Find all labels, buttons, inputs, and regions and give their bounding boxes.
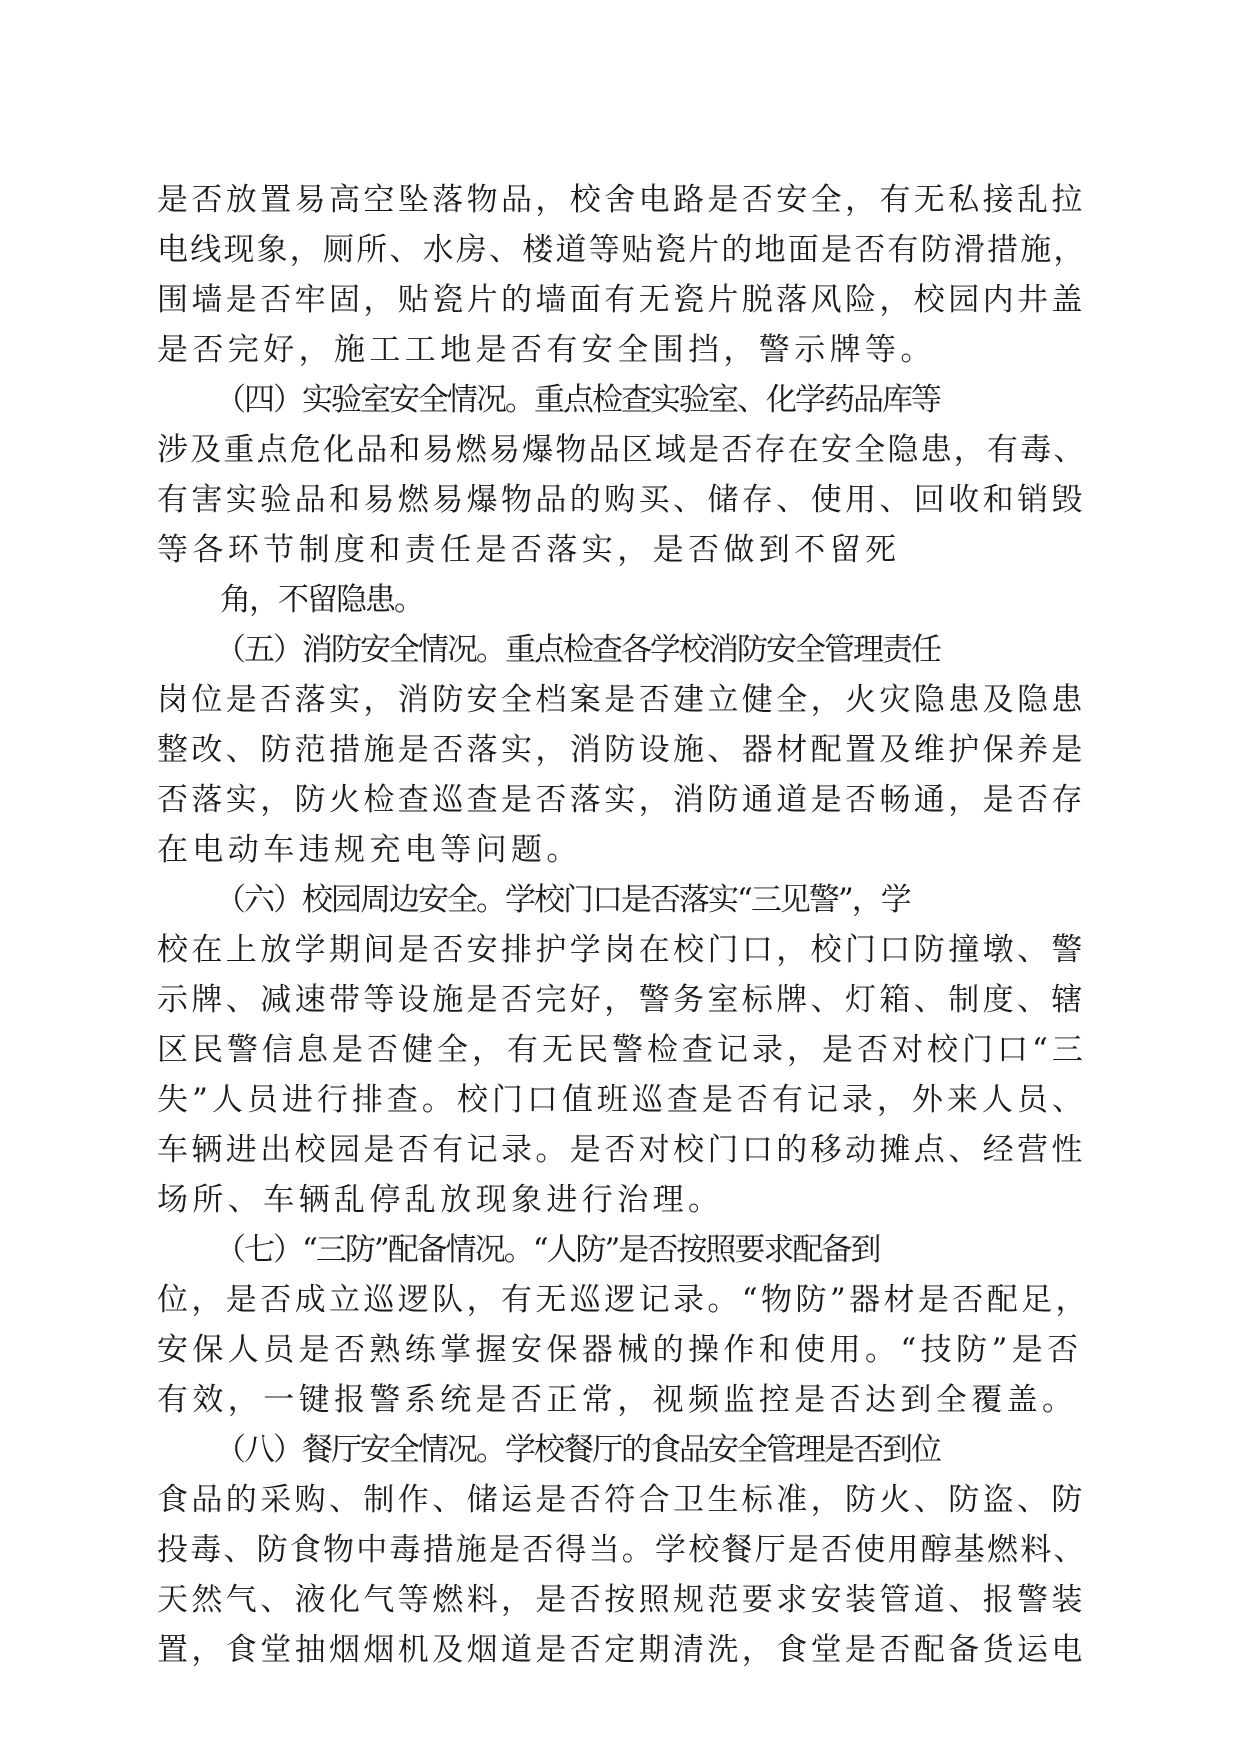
text-line: 围墙是否牢固，贴瓷片的墙面有无瓷片脱落风险，校园内井盖 — [157, 282, 1086, 318]
text-line: 区民警信息是否健全，有无民警检查记录，是否对校门口“三 — [157, 1032, 1087, 1068]
text-line: 是否放置易高空坠落物品，校舍电路是否安全，有无私接乱拉 — [157, 182, 1086, 218]
text-line: 食品的采购、制作、储运是否符合卫生标准，防火、防盗、防 — [157, 1482, 1086, 1518]
text-line: 在电动车违规充电等问题。 — [157, 832, 582, 868]
text-line: 岗位是否落实，消防安全档案是否建立健全，火灾隐患及隐患 — [157, 682, 1086, 718]
section-heading-canteen-safety: （八）餐厅安全情况。学校餐厅的食品安全管理是否到位 — [215, 1432, 940, 1468]
section-heading-fire-safety: （五）消防安全情况。重点检查各学校消防安全管理责任 — [215, 632, 940, 668]
text-line: 涉及重点危化品和易燃易爆物品区域是否存在安全隐患，有毒、 — [157, 432, 1087, 468]
text-line: 校在上放学期间是否安排护学岗在校门口，校门口防撞墩、警 — [157, 932, 1086, 968]
text-line: 整改、防范措施是否落实，消防设施、器材配置及维护保养是 — [157, 732, 1086, 768]
text-line: 是否完好，施工工地是否有安全围挡，警示牌等。 — [157, 332, 936, 368]
text-line: 否落实，防火检查巡查是否落实，消防通道是否畅通，是否存 — [157, 782, 1086, 818]
text-line: 安保人员是否熟练掌握安保器械的操作和使用。“技防”是否 — [157, 1332, 1083, 1368]
text-line: 置，食堂抽烟烟机及烟道是否定期清洗，食堂是否配备货运电 — [157, 1632, 1086, 1668]
text-line: 有效，一键报警系统是否正常，视频监控是否达到全覆盖。 — [157, 1382, 1078, 1418]
text-line: 场所、车辆乱停乱放现象进行治理。 — [157, 1182, 724, 1218]
text-line: 失”人员进行排查。校门口值班巡查是否有记录，外来人员、 — [157, 1082, 1087, 1118]
text-line: 投毒、防食物中毒措施是否得当。学校餐厅是否使用醇基燃料、 — [157, 1532, 1087, 1568]
text-line: 车辆进出校园是否有记录。是否对校门口的移动摊点、经营性 — [157, 1132, 1086, 1168]
text-line: 天然气、液化气等燃料，是否按照规范要求安装管道、报警装 — [157, 1582, 1086, 1618]
text-line: 电线现象，厕所、水房、楼道等贴瓷片的地面是否有防滑措施， — [157, 232, 1087, 268]
text-line: 有害实验品和易燃易爆物品的购买、储存、使用、回收和销毁 — [157, 482, 1086, 518]
section-heading-campus-perimeter: （六）校园周边安全。学校门口是否落实“三见警”，学 — [215, 882, 910, 918]
section-heading-lab-safety: （四）实验室安全情况。重点检查实验室、化学药品库等 — [215, 382, 940, 418]
text-line: 示牌、减速带等设施是否完好，警务室标牌、灯箱、制度、辖 — [157, 982, 1086, 1018]
text-line: 等各环节制度和责任是否落实，是否做到不留死 — [157, 532, 901, 568]
section-heading-three-defenses: （七）“三防”配备情况。“人防”是否按照要求配备到 — [215, 1232, 880, 1268]
text-line: 位，是否成立巡逻队，有无巡逻记录。“物防”器材是否配足， — [157, 1282, 1090, 1318]
text-line: 角，不留隐患。 — [220, 582, 423, 618]
